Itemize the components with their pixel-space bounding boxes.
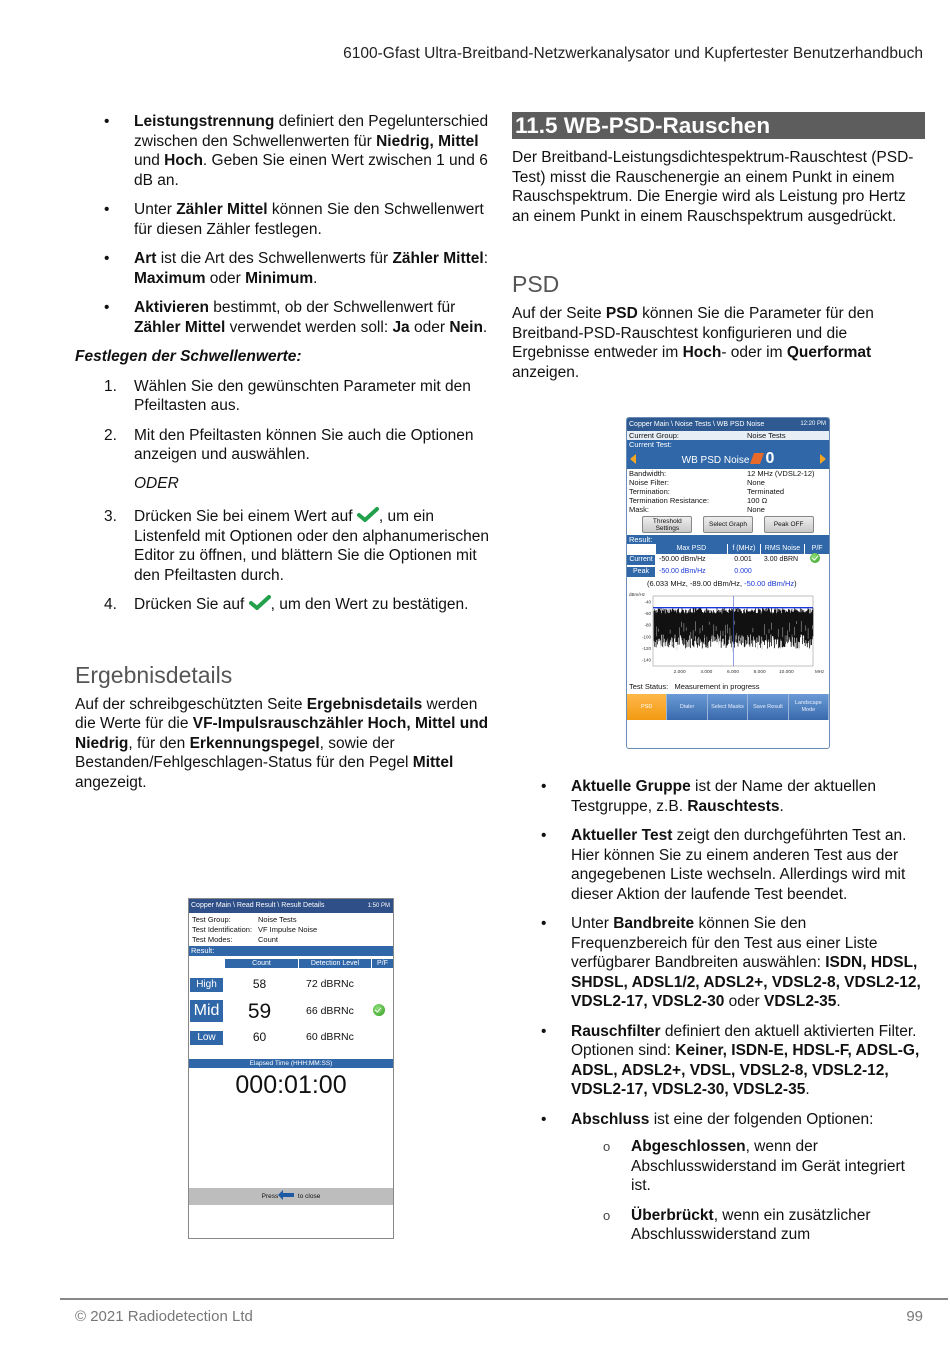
select-graph-button: Select Graph <box>703 516 753 533</box>
results-heading: Ergebnisdetails <box>75 661 233 688</box>
y-tick-label: -80 <box>644 622 651 628</box>
fkey-landscape-mode: Landscape Mode <box>789 694 829 720</box>
y-tick-label: -40 <box>644 599 651 605</box>
result-details-screen-image <box>188 898 394 1239</box>
page-number: 99 <box>906 1308 923 1325</box>
close-hint: Press to close <box>189 1188 393 1205</box>
elapsed-time-label: Elapsed Time (HHH:MM:SS) <box>189 1059 393 1068</box>
psd-button-row <box>627 514 829 535</box>
info-row: Test Group: Noise Tests <box>192 915 297 924</box>
y-tick-label: -60 <box>644 611 651 616</box>
current-test-selector: WB PSD Noise 0 <box>627 449 829 469</box>
section-title: 11.5 WB-PSD-Rauschen <box>512 112 925 139</box>
pass-icon <box>810 553 820 563</box>
list-item: • Aktueller Test zeigt den durchgeführten Test an. Hier können Sie zu einem anderen Test aus der angegebenen Liste wechseln. Allerdings wird mit dieser Aktion der laufende Test beendet. <box>512 826 925 904</box>
intro-paragraph: Der Breitband-Leistungsdichtespektrum-Rauschtest (PSD-Test) misst die Rauschenergie an einem Punkt in einem Rauschspektrum. Die Energie wird als Leistung pro Hertz an einem Punkt in einem Rauschspektrum ausgedrückt. <box>512 149 914 225</box>
running-header: 6100-Gfast Ultra-Breitband-Netzwerkanalysator und Kupfertester Benutzerhandbuch <box>343 45 923 62</box>
list-item: 4. Drücken Sie auf , um den Wert zu bestätigen. <box>104 596 469 613</box>
test-status: Test Status: Measurement in progress <box>629 682 760 691</box>
param-row: Termination Resistance: 100 Ω <box>629 496 768 505</box>
result-table-header: Count Detection Level P/F <box>189 959 393 968</box>
list-item: • Aktuelle Gruppe ist der Name der aktuellen Testgruppe, z.B. Rauschtests. <box>512 777 925 816</box>
psd-parameter-list <box>512 777 925 1255</box>
threshold-settings-button: Threshold Settings <box>642 516 692 533</box>
y-tick-label: -120 <box>641 646 651 651</box>
list-item: • Unter Bandbreite können Sie den Frequenzbereich für den Test aus einer Liste verfügbarer Bandbreiten auswählen: ISDN, HDSL, SHDSL, ADSL1/2, ADSL2+, VDSL2-8, VDSL2-12, VDSL2-17, VDSL2-30 oder VDSL2-35. <box>512 914 925 1012</box>
x-tick-label: 4.000 <box>700 670 713 675</box>
x-tick-label: 10.000 <box>778 670 794 675</box>
back-arrow-icon <box>282 1193 294 1197</box>
fkey-save-result: Save Result <box>748 694 788 720</box>
procedure-steps <box>75 377 495 615</box>
list-item: • Abschluss ist eine der folgenden Optionen: o Abgeschlossen, wenn der Abschlusswiderstand im Gerät integriert ist. o Überbrückt, wenn ein zusätzlicher Abschlusswiderstand zum <box>512 1110 925 1245</box>
arrow-left-icon <box>630 454 636 464</box>
list-item: • Leistungstrennung definiert den Pegelunterschied zwischen den Schwellenwerten für Niedrig, Mittel und Hoch. Geben Sie einen Wert zwischen 1 und 6 dB an. <box>75 112 495 190</box>
checkmark-icon <box>249 595 271 610</box>
arrow-right-icon <box>820 454 826 464</box>
fkey-psd: PSD <box>627 694 667 720</box>
psd-heading: PSD <box>512 271 560 297</box>
eraser-icon <box>750 453 764 464</box>
psd-chart <box>627 590 827 682</box>
result-label: Result: <box>189 946 393 956</box>
x-tick-label: 6.000 <box>726 670 740 675</box>
y-axis-label: dBm/Hz <box>629 592 646 597</box>
footer-divider <box>60 1298 948 1300</box>
cursor-readout: (6.033 MHz, -89.00 dBm/Hz, -50.00 dBm/Hz) <box>647 579 797 588</box>
right-column <box>512 112 925 382</box>
x-tick-label: 2.000 <box>673 670 686 675</box>
table-row: High 58 72 dBRNc <box>189 971 393 998</box>
footer-copyright: © 2021 Radiodetection Ltd <box>75 1308 253 1325</box>
elapsed-time-value: 000:01:00 <box>235 1071 347 1099</box>
table-row: Current -50.00 dBm/Hz 0.001 3.00 dBRN <box>627 554 829 566</box>
checkmark-icon <box>357 507 379 522</box>
function-keys <box>627 694 829 720</box>
fkey-select-masks: Select Masks <box>708 694 748 720</box>
list-item: 1. Wählen Sie den gewünschten Parameter mit den Pfeiltasten aus. <box>104 377 471 414</box>
param-row: Bandwidth: 12 MHz (VDSL2-12) <box>629 469 815 478</box>
psd-paragraph: Auf der Seite PSD können Sie die Parameter für den Breitband-PSD-Rauschtest konfigurieren und die Ergebnisse entweder im Hoch- oder im Querformat anzeigen. <box>512 305 874 381</box>
list-item: • Unter Zähler Mittel können Sie den Schwellenwert für diesen Zähler festlegen. <box>75 200 495 239</box>
current-group-row: Current Group: Noise Tests <box>627 431 829 440</box>
param-row: Mask: None <box>629 505 765 514</box>
procedure-subheading: Festlegen der Schwellenwerte: <box>75 348 302 365</box>
pass-icon <box>373 1004 385 1016</box>
table-row: Low 60 60 dBRNc <box>189 1024 393 1051</box>
threshold-bullets <box>75 112 495 337</box>
psd-screen-image <box>626 417 830 749</box>
left-column <box>75 112 495 792</box>
results-paragraph: Auf der schreibgeschützten Seite Ergebnisdetails werden die Werte für die VF-Impulsrauschzähler Hoch, Mittel und Niedrig, für den Erkennungspegel, sowie der Bestanden/Fehlgeschlagen-Status für den Pegel Mittel angezeigt. <box>75 695 489 791</box>
info-row: Test Identification: VF Impulse Noise <box>192 925 318 934</box>
param-row: Termination: Terminated <box>629 487 785 496</box>
param-row: Noise Filter: None <box>629 478 765 487</box>
y-tick-label: -140 <box>641 657 651 663</box>
list-item: 2. Mit den Pfeiltasten können Sie auch die Optionen anzeigen und auswählen. ODER <box>75 426 495 494</box>
table-row: Mid 59 66 dBRNc <box>189 998 393 1024</box>
fkey-dialer: Dialer <box>667 694 707 720</box>
sub-list-item: o Abgeschlossen, wenn der Abschlusswiderstand im Gerät integriert ist. <box>571 1137 925 1196</box>
list-item: • Rauschfilter definiert den aktuell aktivierten Filter. Optionen sind: Keiner, ISDN-E, HDSL-F, ADSL-G, ADSL, ADSL2+, VDSL, VDSL2-8, VDSL2-12, VDSL2-17, VDSL2-30, VDSL2-35. <box>512 1022 925 1100</box>
x-axis-label: MHz <box>815 669 825 674</box>
list-item: • Aktivieren bestimmt, ob der Schwellenwert für Zähler Mittel verwendet werden soll: Ja oder Nein. <box>75 298 495 337</box>
list-item: 3. Drücken Sie bei einem Wert auf , um ein Listenfeld mit Optionen oder den alphanumerischen Editor zu öffnen, und blättern Sie die Optionen mit den Pfeiltasten durch. <box>104 508 490 584</box>
device-titlebar: Copper Main \ Noise Tests \ WB PSD Noise 12:20 PM <box>627 418 829 431</box>
list-item: • Art ist die Art des Schwellenwerts für Zähler Mittel: Maximum oder Minimum. <box>75 249 495 288</box>
or-label: ODER <box>134 474 179 492</box>
table-row: Peak -50.00 dBm/Hz 0.000 <box>627 566 829 578</box>
device-titlebar: Copper Main \ Read Result \ Result Details 1:50 PM <box>189 899 393 913</box>
x-tick-label: 8.000 <box>753 670 766 675</box>
psd-table-header: Max PSD f (MHz) RMS Noise P/F <box>627 544 829 554</box>
y-tick-label: -100 <box>641 634 651 640</box>
result-label: Result: <box>627 535 829 544</box>
sub-list-item: o Überbrückt, wenn ein zusätzlicher Abschlusswiderstand zum <box>571 1206 925 1245</box>
info-row: Test Modes: Count <box>192 935 279 944</box>
current-test-label: Current Test: <box>627 440 829 449</box>
peak-off-button: Peak OFF <box>764 516 814 533</box>
